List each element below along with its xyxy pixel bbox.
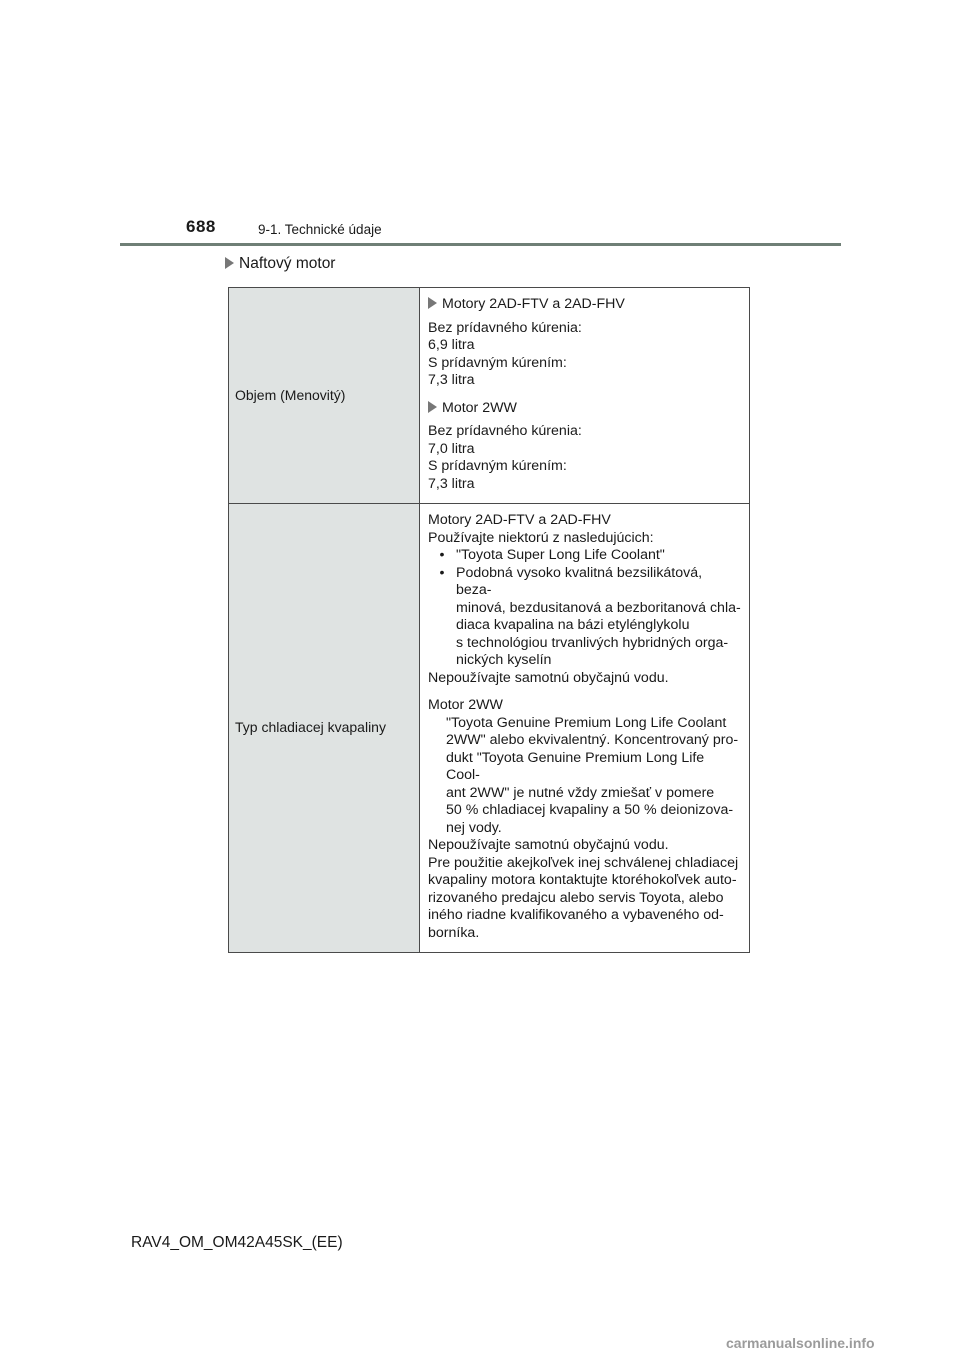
coolant-engine-a-title: Motory 2AD-FTV a 2AD-FHV (428, 512, 611, 528)
heading-text: Naftový motor (239, 255, 336, 272)
coolant-value (420, 504, 750, 953)
spec-table (228, 287, 750, 953)
text-line: 7,0 litra (428, 440, 475, 457)
table-row-capacity (229, 288, 750, 504)
triangle-right-icon (428, 297, 437, 309)
coolant-engine-a-note: Nepoužívajte samotnú obyčajnú vodu. (428, 669, 669, 686)
coolant-engine-b (428, 697, 741, 942)
text-line: Nepoužívajte samotnú obyčajnú vodu. (428, 837, 669, 853)
text-line: rizovaného predajcu alebo servis Toyota, alebo (428, 889, 724, 906)
coolant-engine-a-intro: Používajte niektorú z nasledujúcich: (428, 529, 654, 546)
document-code: RAV4_OM_OM42A45SK_(EE) (131, 1234, 343, 1251)
coolant-label: Typ chladiacej kvapaliny (229, 504, 420, 953)
text-line: iného riadne kvalifikovaného a vybaveného od- (428, 907, 724, 923)
capacity-engine-b-title: Motor 2WW (428, 400, 741, 418)
capacity-engine-a (428, 296, 741, 390)
capacity-label: Objem (Menovitý) (229, 288, 420, 504)
text-line: Bez prídavného kúrenia: (428, 423, 582, 439)
header-divider (120, 243, 841, 246)
coolant-engine-b-description: "Toyota Genuine Premium Long Life Coolant 2WW" alebo ekvivalentný. Koncentrovaný pro- dukt "Toyota Genuine Premium Long Life Cool- ant 2WW" je nutné vždy zmiešať v pomere 50 % chladiacej kvapaliny a 50 % deionizova- nej vody. (446, 714, 739, 836)
capacity-engine-b (428, 400, 741, 494)
table-row-coolant (229, 504, 750, 953)
text-line: 7,3 litra (428, 372, 475, 388)
page-number: 688 (186, 217, 216, 236)
text-line: borníka. (428, 924, 480, 941)
list-item: • "Toyota Super Long Life Coolant" (428, 547, 741, 565)
text-line: kvapaliny motora kontaktujte ktoréhokoľvek auto- (428, 872, 737, 888)
subsection-heading (225, 255, 335, 273)
section-title: 9-1. Technické údaje (258, 222, 382, 237)
triangle-right-icon (428, 401, 437, 413)
text-line: Bez prídavného kúrenia: (428, 319, 582, 336)
watermark: carmanualsonline.info (726, 1335, 875, 1351)
text-line: 6,9 litra (428, 337, 475, 353)
capacity-value (420, 288, 750, 504)
text-line: Pre použitie akejkoľvek inej schválenej chladiacej (428, 854, 739, 871)
text-line: 7,3 litra (428, 475, 475, 492)
coolant-engine-a (428, 512, 741, 687)
text-line: S prídavným kúrením: (428, 354, 567, 371)
triangle-right-icon (225, 257, 234, 269)
text-line: S prídavným kúrením: (428, 458, 567, 474)
bullet-icon: • (439, 564, 445, 581)
capacity-engine-a-title: Motory 2AD-FTV a 2AD-FHV (428, 296, 741, 314)
list-item: • Podobná vysoko kvalitná bezsilikátová, beza- minová, bezdusitanová a bezboritanová chla- diaca kvapalina na bázi etylénglykolu s technológiou trvanlivých hybridných orga- nických kyselín (428, 565, 741, 670)
coolant-engine-b-title: Motor 2WW (428, 697, 503, 713)
bullet-icon: • (439, 547, 445, 563)
